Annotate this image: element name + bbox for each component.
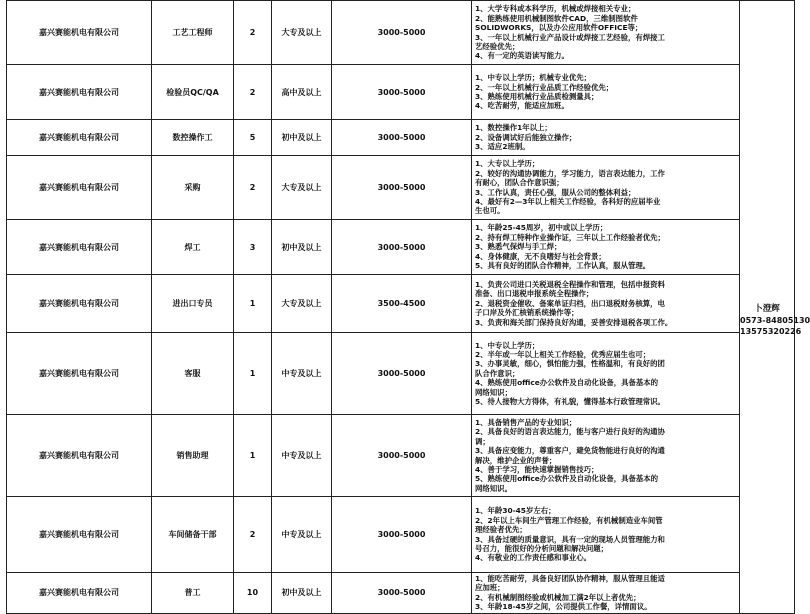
- table-row: [7, 275, 795, 333]
- salary-range: 3000-5000: [377, 588, 426, 598]
- company-name: 嘉兴赛能机电有限公司: [39, 299, 119, 308]
- company-cell: [7, 275, 152, 333]
- requirement-line: 3、熟悉气保焊与手工焊；: [475, 242, 562, 252]
- requirements-cell: [472, 220, 740, 275]
- position-cell: [152, 1, 234, 65]
- job-rows: [7, 1, 810, 614]
- position-name: 焊工: [184, 242, 201, 252]
- position-cell: [152, 156, 234, 220]
- company-name: 嘉兴赛能机电有限公司: [39, 588, 119, 598]
- headcount: 2: [249, 530, 256, 539]
- count-cell: [234, 275, 272, 333]
- requirement-line: 网络知识。: [475, 483, 512, 493]
- salary-cell: [332, 333, 472, 415]
- education-level: 中专及以上: [281, 530, 322, 539]
- requirement-line: 2、设备调试好后能独立操作；: [475, 132, 577, 142]
- position-cell: [152, 65, 234, 120]
- education-cell: [272, 220, 332, 275]
- company-cell: [7, 220, 152, 275]
- education-level: 中专及以上: [281, 369, 322, 378]
- requirement-line: 3、负责和海关部门保持良好沟通，妥善安排退税各项工作。: [475, 317, 673, 327]
- requirement-line: 网络知识；: [475, 387, 512, 397]
- salary-cell: [332, 415, 472, 497]
- table-row: [7, 497, 795, 573]
- position-name: 检验员QC/QA: [166, 87, 219, 97]
- headcount: 1: [249, 369, 256, 378]
- requirement-line: 2、有机械制图经验或机械加工满2年以上者优先；: [475, 592, 641, 602]
- requirement-line: 3、熟练使用机械行业品质检测量具；: [475, 92, 599, 101]
- requirement-line: 3、办事灵敏，细心，惧怕能力强，性格温和，有良好的团: [475, 359, 665, 369]
- education-cell: [272, 415, 332, 497]
- requirement-line: 4、吃苦耐劳，能适应加班。: [475, 101, 569, 111]
- requirement-line: 准备、出口退税申报系统全程操作；: [475, 289, 594, 299]
- position-name: 进出口专员: [172, 299, 213, 308]
- requirement-line: 4、身体健康，无不良嗜好与社会背景；: [475, 251, 606, 261]
- company-name: 嘉兴赛能机电有限公司: [39, 87, 119, 97]
- table-row: [7, 65, 795, 120]
- contact-cell: [740, 1, 810, 614]
- table-row: [7, 120, 795, 156]
- education-cell: [272, 333, 332, 415]
- position-cell: [152, 415, 234, 497]
- company-cell: [7, 415, 152, 497]
- requirement-line: 1、具备销售产品的专业知识；: [475, 417, 577, 427]
- requirement-line: 艺经验优先；: [475, 41, 520, 51]
- salary-cell: [332, 1, 472, 65]
- company-name: 嘉兴赛能机电有限公司: [39, 183, 119, 192]
- company-cell: [7, 497, 152, 573]
- requirement-line: 队合作意识；: [475, 368, 520, 378]
- salary-range: 3000-5000: [377, 369, 426, 378]
- requirements-cell: [472, 156, 740, 220]
- requirement-line: 1、负责公司进口关税退税全程操作和管理，包括申报资料: [475, 279, 665, 289]
- position-name: 客服: [184, 369, 201, 378]
- salary-cell: [332, 156, 472, 220]
- requirement-line: 3、具备应变能力，尊重客户，避免货物能进行良好的沟通: [475, 446, 665, 456]
- count-cell: [234, 573, 272, 614]
- requirements-cell: [472, 1, 740, 65]
- requirement-line: 4、熟练使用office办公软件及自动化设备，具备基本的: [475, 378, 659, 388]
- company-name: 嘉兴赛能机电有限公司: [39, 242, 119, 252]
- company-cell: [7, 573, 152, 614]
- position-name: 数控操作工: [172, 133, 213, 142]
- position-name: 销售助理: [176, 451, 209, 460]
- requirement-line: 3、工作认真，责任心强，服从公司的整体利益；: [475, 187, 636, 197]
- education-cell: [272, 120, 332, 156]
- salary-range: 3000-5000: [377, 28, 426, 37]
- requirement-line: 1、中专以上学历；: [475, 340, 540, 350]
- position-name: 工艺工程师: [172, 28, 213, 37]
- requirement-line: 1、能吃苦耐劳，具备良好团队协作精神，服从管理且能适: [475, 574, 665, 583]
- education-cell: [272, 65, 332, 120]
- requirements-cell: [472, 65, 740, 120]
- table-row: [7, 415, 795, 497]
- salary-cell: [332, 573, 472, 614]
- requirement-line: 3、年龄18-45岁之间，公司提供工作餐，详情面议。: [475, 602, 652, 612]
- requirement-line: 有耐心，团队合作意识强；: [475, 178, 564, 188]
- count-cell: [234, 333, 272, 415]
- education-cell: [272, 156, 332, 220]
- requirement-line: 5、待人接物大方得体，有礼貌，懂得基本行政管理常识。: [475, 397, 665, 407]
- company-cell: [7, 156, 152, 220]
- requirements-cell: [472, 497, 740, 573]
- headcount: 2: [249, 183, 256, 192]
- requirements-cell: [472, 333, 740, 415]
- requirement-line: 2、较好的沟通协调能力，学习能力，语言表达能力，工作: [475, 168, 665, 178]
- count-cell: [234, 120, 272, 156]
- salary-cell: [332, 275, 472, 333]
- requirement-line: 3、适应2班制。: [475, 142, 530, 152]
- education-cell: [272, 275, 332, 333]
- count-cell: [234, 1, 272, 65]
- company-name: 嘉兴赛能机电有限公司: [39, 28, 119, 37]
- requirement-line: 应加班；: [475, 583, 505, 593]
- company-cell: [7, 333, 152, 415]
- requirements-cell: [472, 573, 740, 614]
- salary-range: 3000-5000: [377, 183, 426, 192]
- job-listing-table: [6, 0, 810, 614]
- company-name: 嘉兴赛能机电有限公司: [39, 530, 119, 539]
- table-row: [7, 156, 795, 220]
- headcount: 10: [246, 588, 259, 598]
- requirement-line: 1、中专以上学历；机械专业优先；: [475, 73, 592, 83]
- education-level: 中专及以上: [281, 451, 322, 460]
- position-name: 普工: [184, 588, 201, 598]
- salary-range: 3000-5000: [377, 242, 426, 252]
- requirement-line: 1、年龄30-45岁左右；: [475, 506, 556, 516]
- salary-cell: [332, 497, 472, 573]
- position-name: 采购: [184, 183, 201, 192]
- position-cell: [152, 275, 234, 333]
- requirement-line: 2、具备良好的语言表达能力，能与客户进行良好的沟通协: [475, 427, 665, 437]
- education-cell: [272, 573, 332, 614]
- position-cell: [152, 333, 234, 415]
- requirement-line: 4、善于学习，能快速掌握销售技巧；: [475, 464, 599, 474]
- position-name: 车间储备干部: [168, 530, 217, 539]
- count-cell: [234, 497, 272, 573]
- position-cell: [152, 573, 234, 614]
- requirement-line: 4、有一定的英语读写能力。: [475, 51, 569, 61]
- education-level: 初中及以上: [281, 242, 322, 252]
- recruitment-sheet: [6, 0, 810, 612]
- requirement-line: 2、退税资金催收、备案单证归档，出口退税财务核算，电: [475, 298, 665, 308]
- requirement-line: 2、半年或一年以上相关工作经验，优秀应届生也可；: [475, 349, 651, 359]
- requirement-line: 解决，维护企业的声誉；: [475, 455, 557, 465]
- requirement-line: 1、数控操作1年以上；: [475, 123, 552, 133]
- contact-phone: 0573-84805130: [740, 316, 810, 326]
- requirement-line: 生也可。: [475, 206, 505, 216]
- salary-cell: [332, 120, 472, 156]
- count-cell: [234, 65, 272, 120]
- requirement-line: 2、能熟练使用机械制图软件CAD，三维制图软件: [475, 13, 638, 23]
- education-level: 初中及以上: [281, 133, 322, 142]
- requirements-cell: [472, 415, 740, 497]
- requirement-line: 5、具有良好的团队合作精神，工作认真，服从管理。: [475, 261, 651, 271]
- requirement-line: 4、有敬业的工作责任感和事业心。: [475, 553, 592, 563]
- headcount: 2: [249, 87, 256, 97]
- education-cell: [272, 1, 332, 65]
- requirement-line: 子口岸及外汇核销系统操作等；: [475, 308, 579, 318]
- requirement-line: 2、2年以上车间生产管理工作经验，有机械制造业车间管: [475, 515, 663, 525]
- education-level: 大专及以上: [281, 28, 322, 37]
- requirement-line: 2、一年以上机械行业品质工作经验优先；: [475, 82, 614, 92]
- requirement-line: 3、一年以上机械行业产品设计或焊接工艺经验，有焊接工: [475, 32, 665, 42]
- headcount: 1: [249, 451, 256, 460]
- education-level: 初中及以上: [281, 588, 322, 598]
- requirements-cell: [472, 120, 740, 156]
- table-row: [7, 333, 795, 415]
- salary-cell: [332, 220, 472, 275]
- position-cell: [152, 220, 234, 275]
- company-name: 嘉兴赛能机电有限公司: [39, 451, 119, 460]
- contact-mobile: 13575320226: [740, 327, 802, 337]
- education-level: 大专及以上: [281, 183, 322, 192]
- requirement-line: 5、熟练使用office办公软件及自动化设备，具备基本的: [475, 474, 659, 484]
- company-name: 嘉兴赛能机电有限公司: [39, 369, 119, 378]
- requirement-line: 1、大专以上学历；: [475, 159, 540, 169]
- count-cell: [234, 220, 272, 275]
- requirement-line: SOLIDWORKS，以及办公应用软件OFFICE等；: [475, 23, 643, 33]
- salary-range: 3000-5000: [377, 133, 426, 142]
- contact-name: 卜澄辉: [754, 304, 780, 315]
- company-name: 嘉兴赛能机电有限公司: [39, 133, 119, 142]
- headcount: 3: [249, 242, 256, 252]
- requirements-cell: [472, 275, 740, 333]
- salary-range: 3500-4500: [377, 299, 426, 308]
- company-cell: [7, 120, 152, 156]
- company-cell: [7, 65, 152, 120]
- requirement-line: 理经验者优先；: [475, 525, 527, 535]
- salary-range: 3000-5000: [377, 451, 426, 460]
- education-level: 大专及以上: [281, 299, 322, 308]
- requirement-line: 4、最好有2—3年以上相关工作经验，各科好的应届毕业: [475, 196, 661, 206]
- table-row: [7, 1, 795, 65]
- headcount: 1: [249, 299, 256, 308]
- count-cell: [234, 415, 272, 497]
- salary-cell: [332, 65, 472, 120]
- education-cell: [272, 497, 332, 573]
- requirement-line: 号召力，能很好的分析问题和解决问题；: [475, 543, 609, 553]
- headcount: 5: [249, 133, 256, 142]
- requirement-line: 1、大学专科或本科学历，机械或焊接相关专业；: [475, 4, 636, 14]
- position-cell: [152, 497, 234, 573]
- table-row: [7, 220, 795, 275]
- requirement-line: 3、具备过硬的质量意识，具有一定的现场人员管理能力和: [475, 534, 665, 544]
- salary-range: 3000-5000: [377, 530, 426, 539]
- requirement-line: 2、持有焊工特种作业操作证，三年以上工作经验者优先；: [475, 232, 665, 242]
- education-level: 高中及以上: [281, 87, 322, 97]
- headcount: 2: [249, 28, 256, 37]
- count-cell: [234, 156, 272, 220]
- company-cell: [7, 1, 152, 65]
- salary-range: 3000-5000: [377, 87, 426, 97]
- table-row: [7, 573, 795, 614]
- requirement-line: 1、年龄25-45周岁，初中或以上学历；: [475, 223, 608, 233]
- requirement-line: 调；: [475, 436, 490, 446]
- position-cell: [152, 120, 234, 156]
